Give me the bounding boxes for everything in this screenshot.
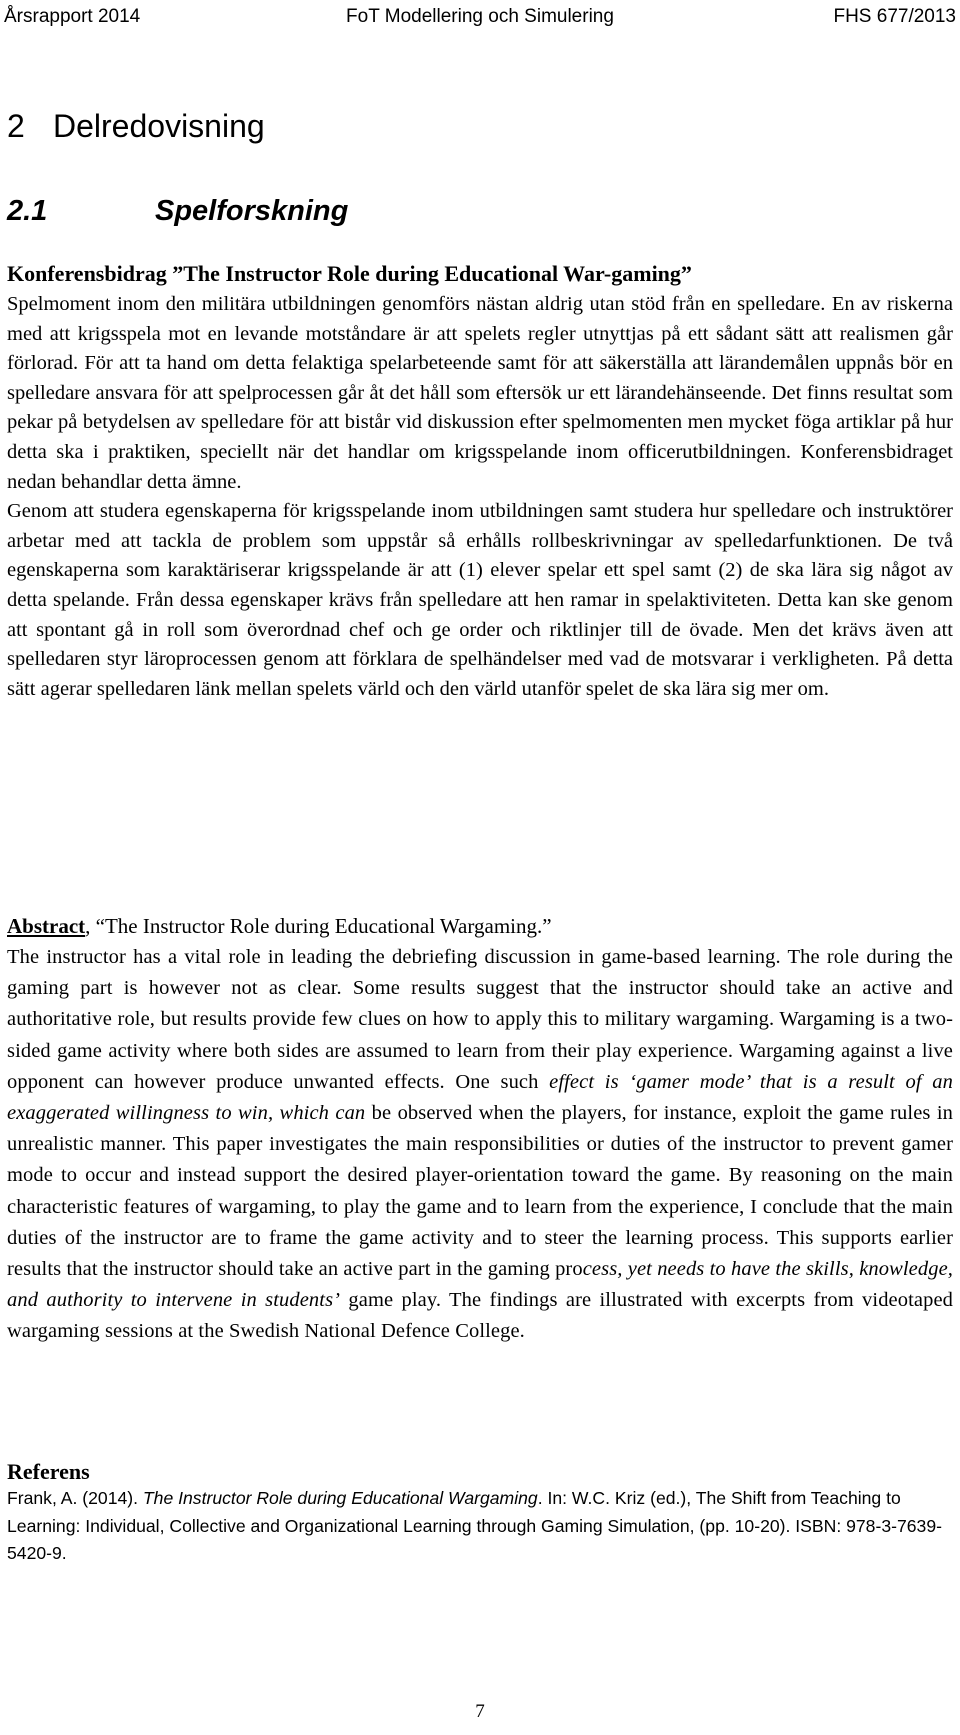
references-heading: Referens [7, 1459, 90, 1484]
abstract-text-start: The instructor has a vital role in leading the debriefing discussion in game-based learning. The role during the gaming part is however not as clear. Some results suggest that the instructor should take an active and authoritative role, but results provide few clues on how to apply this to military wargaming. Wargaming is a two-sided game activity where both sides are assumed to learn from their play experience. Wargaming against a live opponent can however produce unwanted effects. One such [7, 946, 953, 1093]
section-heading [7, 192, 348, 230]
reference-author-year: Frank, A. (2014). [7, 1488, 143, 1508]
chapter-title: Delredovisning [53, 108, 265, 144]
header-document-number: FHS 677/2013 [833, 6, 956, 27]
reference-details: . In: W.C. Kriz (ed.), The Shift from Teaching to Learning: Individual, Collective and Organizational Learning through Gaming Simulation, (pp. 10-20). ISBN: 978-3-7639-5420-9. [7, 1488, 942, 1563]
running-header [0, 0, 960, 34]
abstract-text-middle: be observed when the players, for instance, exploit the game rules in unrealistic manner. This paper investigates the main responsibilities or duties of the instructor to prevent gamer mode to occur and instead support the desired player-orientation toward the game. By reasoning on the main characteristic features of wargaming, to play the game and to learn from the experience, I conclude that the main duties of the instructor are to frame the game activity and to steer the learning process. This supports earlier results that the instructor should take an active part in the gaming pro [7, 1102, 953, 1281]
reference-list [7, 1485, 953, 1568]
reference-entry [7, 1485, 953, 1568]
article-heading: Konferensbidrag ”The Instructor Role during Educational War-gaming” [7, 261, 692, 286]
swedish-summary [7, 290, 953, 704]
abstract-italic-gamer-mode: effect is ‘gamer mode’ that is a result of an exaggerated willingness to win, which can [7, 1070, 953, 1125]
reference-title: The Instructor Role during Educational Wargaming [142, 1488, 538, 1508]
abstract-heading [7, 910, 953, 942]
section-number: 2.1 [7, 195, 48, 227]
summary-paragraph-1: Spelmoment inom den militära utbildningen genomförs nästan aldrig utan stöd från en spelledare. En av riskerna med att krigsspela mot en levande motståndare är att spelets regler utnyttjas på ett sådant sätt att realismen går förlorad. För att ta hand om detta felaktiga spelarbeteende samt för att säkerställa att lärandemålen uppnås bör en spelledare ansvara för att spelprocessen går åt det håll som eftersök ur ett lärandehänseende. Det finns resultat som pekar på betydelsen av spelledare för att bistår vid diskussion efter spelmomenten men mycket föga artiklar på hur detta ska i praktiken, speciellt när det handlar om krigsspelande inom officerutbildningen. Konferensbidraget nedan behandlar detta ämne. [7, 293, 953, 493]
abstract-text-end: game play. The findings are illustrated with excerpts from videotaped wargaming sessions at the Swedish National Defence College. [7, 1289, 953, 1343]
summary-paragraph-2: Genom att studera egenskaperna för krigsspelande inom utbildningen samt studera hur spelledare och instruktörer arbetar med att tackla de problem som uppstår så erhålls rollbeskrivningar av spelledarfunktionen. De två egenskaperna som karaktäriserar krigsspelande är att (1) elever spelar ett spel samt (2) de ska lära sig något av detta spelande. Från dessa egenskaper krävs från spelledare att hen ramar in spelaktiviteten. Detta kan ske genom att spontant gå in roll som överordnad chef och ge order och riktlinjer till de övade. Men det krävs även att spelledaren styr läroprocessen genom att förklara de spelhändelser med vad de motsvarar i verkligheten. På detta sätt agerar spelledaren länk mellan spelets värld och den värld utanför spelet de ska lära sig mer om. [7, 500, 953, 700]
abstract-label: Abstract [7, 914, 86, 938]
abstract-paragraph [7, 942, 953, 1348]
header-report-year: Årsrapport 2014 [4, 6, 141, 27]
section-title: Spelforskning [155, 195, 349, 227]
chapter-number: 2 [7, 108, 25, 144]
page-number: 7 [475, 1701, 485, 1722]
chapter-heading [7, 106, 265, 146]
abstract-italic-students: cess, yet needs to have the skills, knowledge, and authority to intervene in students’ [7, 1258, 953, 1312]
abstract-title: , “The Instructor Role during Educational Wargaming.” [85, 914, 552, 938]
header-project-title: FoT Modellering och Simulering [346, 6, 614, 27]
abstract-body [7, 942, 953, 1348]
